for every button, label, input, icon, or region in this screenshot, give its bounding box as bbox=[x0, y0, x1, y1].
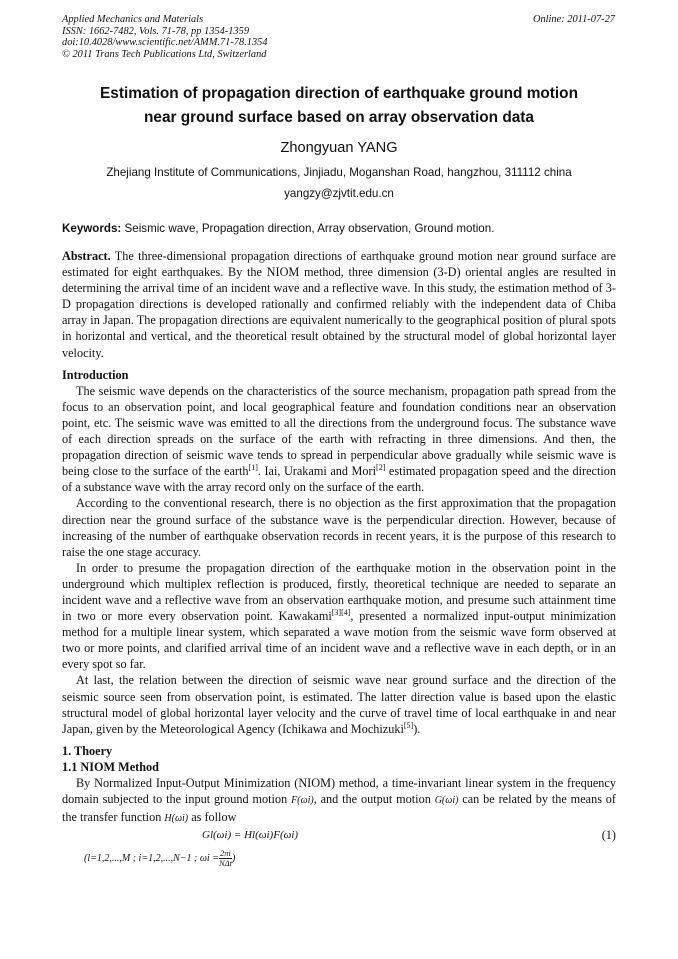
equation-1-formula: Gl(ωi) = Hl(ωi)F(ωi) bbox=[202, 829, 299, 842]
theory-p1-text-c: can be related by the means of the transfer function bbox=[62, 792, 617, 825]
fraction-denominator: NΔt bbox=[218, 858, 232, 869]
intro-paragraph-2: According to the conventional research, there is no objection as the first approximation that the propagation direction near the ground surface of the substance wave is the perpendicular direction. However, because of increasing of the number of earthquake observation records in recent years, it is the purpose of this research to raise the one stage accuracy. bbox=[62, 496, 616, 559]
keywords-text: Seismic wave, Propagation direction, Array observation, Ground motion. bbox=[124, 222, 495, 235]
cond-omega: ωi = bbox=[199, 853, 219, 865]
abstract bbox=[62, 248, 616, 361]
issn: ISSN: 1662-7482, Vols. 71-78, pp 1354-1359 bbox=[62, 25, 250, 37]
omega-fraction bbox=[219, 849, 232, 868]
intro-p4-text-b: ). bbox=[413, 721, 421, 736]
intro-p3-text-a: In order to presume the propagation direction of the earthquake motion in the observation point in the underground which multiplex reflection is produced, firstly, theoretical technique are needed to separate an incident wave and a reflective wave from an observation earthquake motion, and presume such attainment time in two or more every observation point. Kawakami bbox=[62, 560, 616, 624]
equation-1 bbox=[62, 827, 616, 845]
intro-paragraph-4 bbox=[62, 672, 616, 736]
output-motion-symbol: G(ωi) bbox=[434, 795, 459, 807]
citation-5: [5] bbox=[403, 720, 414, 730]
transfer-function-symbol: H(ωi) bbox=[164, 813, 189, 825]
journal-header bbox=[62, 14, 268, 60]
cond-l-range: l=1,2,...,M bbox=[87, 853, 131, 865]
cond-separator-2: ; bbox=[194, 853, 198, 865]
equation-1-number: (1) bbox=[601, 828, 616, 843]
citation-3-4: [3][4] bbox=[331, 608, 351, 618]
intro-paragraph-1 bbox=[62, 383, 616, 496]
journal-name: Applied Mechanics and Materials bbox=[62, 14, 204, 25]
cond-separator-1: ; bbox=[132, 853, 137, 865]
paper-title bbox=[62, 82, 616, 130]
theory-p1-text-a: By Normalized Input-Output Minimization (NIOM) method, a time-invariant linear system in the frequency domain subjected to the input ground motion bbox=[62, 776, 616, 807]
theory-p1-text-b: , and the output motion bbox=[313, 792, 431, 807]
intro-p1-text-c: estimated propagation speed and the direction of a substance wave with the array record only on the surface of the earth. bbox=[62, 464, 617, 495]
citation-2: [2] bbox=[376, 463, 386, 473]
cond-open-paren: ( bbox=[84, 853, 88, 865]
intro-p4-text-a: At last, the relation between the direction of seismic wave near ground surface and the direction of the seismic source seen from observation point, is estimated. The latter direction value is based upon the elastic structural model of global horizontal layer velocity and the curve of travel time of local earthquake in and near Japan, given by the Meteorological Agency (Ichikawa and Mochizuki bbox=[62, 673, 616, 736]
keywords bbox=[62, 222, 616, 235]
fraction-numerator: 2πi bbox=[220, 848, 231, 859]
abstract-text: The three-dimensional propagation directions of earthquake ground motion near ground surface are estimated for eight earthquakes. By the NIOM method, three dimension (3-D) oriental angles are resulted in determining the arrival time of an incident wave and a reflective wave. In this study, the estimation method of 3-D propagation directions is developed rationally and confirmed reliably with the independent data of Chiba array in Japan. The propagation directions are equivalent numerically to the geographical position of plural spots in horizontal and vertical, and the theoretical result obtained by the structural model of global horizontal layer velocity. bbox=[62, 249, 616, 360]
online-date: Online: 2011-07-27 bbox=[532, 14, 615, 25]
paper-body bbox=[62, 248, 616, 869]
cond-i-range: i=1,2,...,N−1 bbox=[138, 853, 192, 865]
intro-p3-text-b: , presented a normalized input-output minimization method for a multiple linear system, which separated a wave motion from the seismic wave form observed at two or more points, and clarified arrival time of an incident wave and a reflective wave in each depth, or in an every spot so far. bbox=[62, 609, 616, 672]
author-name: Zhongyuan YANG bbox=[280, 140, 398, 156]
copyright: © 2011 Trans Tech Publications Ltd, Switzerland bbox=[62, 48, 267, 60]
intro-p1-text-b: . Iai, Urakami and Mori bbox=[257, 464, 377, 479]
keywords-label: Keywords: bbox=[62, 222, 122, 235]
citation-1: [1] bbox=[248, 463, 258, 473]
theory-p1-text-d: as follow bbox=[191, 810, 237, 825]
theory-paragraph-1 bbox=[62, 775, 616, 827]
introduction-heading: Introduction bbox=[62, 367, 129, 382]
author-email: yangzy@zjvtit.edu.cn bbox=[284, 187, 394, 200]
input-motion-symbol: F(ωi) bbox=[291, 795, 314, 807]
equation-1-conditions bbox=[62, 845, 616, 869]
intro-paragraph-3 bbox=[62, 560, 616, 673]
doi: doi:10.4028/www.scientific.net/AMM.71-78.1354 bbox=[62, 37, 268, 49]
affiliation: Zhejiang Institute of Communications, Jinjiadu, Moganshan Road, hangzhou, 311112 china bbox=[106, 166, 572, 179]
abstract-label: Abstract. bbox=[62, 249, 111, 263]
theory-heading: 1. Thoery bbox=[62, 743, 113, 758]
intro-p1-text-a: The seismic wave depends on the characteristics of the source mechanism, propagation path spread from the focus to an observation point, and local geographical feature and foundation conditions near an observation point, etc. The seismic wave was emitted to all the directions from the underground focus. The substance wave of each direction spreads on the surface of the earth with refracting in three dimensions. And then, the propagation direction of seismic wave tends to spread in perpendicular above gradually while seismic wave is being close to the surface of the earth bbox=[62, 383, 616, 479]
niom-heading: 1.1 NIOM Method bbox=[62, 759, 159, 774]
cond-close-paren: ) bbox=[231, 853, 236, 865]
title-line-1: Estimation of propagation direction of earthquake ground motion bbox=[100, 85, 578, 102]
title-line-2: near ground surface based on array observation data bbox=[143, 109, 534, 126]
